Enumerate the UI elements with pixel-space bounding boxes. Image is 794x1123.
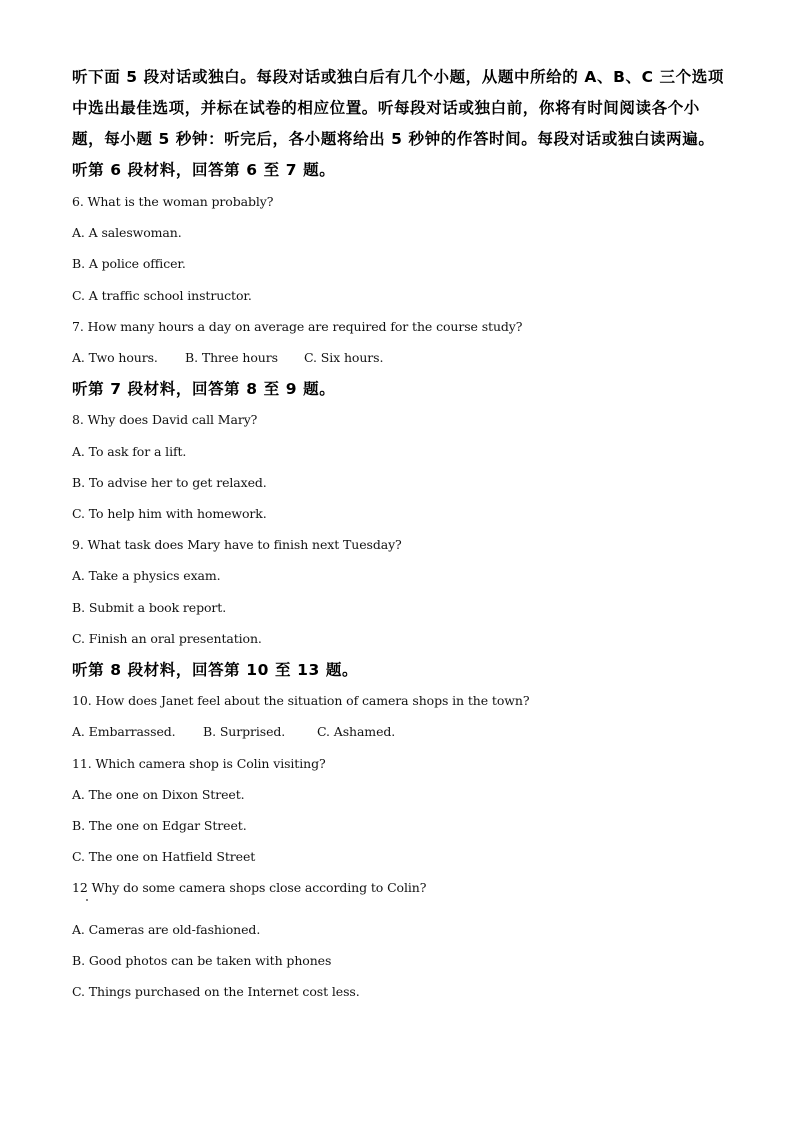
question-stem-8: 8. Why does David call Mary? [72, 412, 258, 427]
question-stem-9: 9. What task does Mary have to finish next Tuesday? [72, 537, 402, 552]
stray-dot [86, 899, 88, 901]
instructions-line-3: 题，每小题 5 秒钟：听完后，各小题将给出 5 秒钟的作答时间。每段对话或独白读两遍。 [72, 130, 715, 148]
option-6-a: A. A saleswoman. [72, 225, 182, 240]
section-heading-6: 听第 6 段材料，回答第 6 至 7 题。 [72, 161, 336, 179]
option-7-b: B. Three hours [185, 350, 278, 365]
option-9-c: C. Finish an oral presentation. [72, 631, 262, 646]
question-stem-12: 12 Why do some camera shops close according to Colin? [72, 880, 427, 895]
option-11-b: B. The one on Edgar Street. [72, 818, 247, 833]
option-10-b: B. Surprised. [203, 724, 286, 739]
options-row-7 [72, 350, 383, 366]
option-6-c: C. A traffic school instructor. [72, 288, 252, 303]
option-7-c: C. Six hours. [304, 350, 384, 365]
option-10-a: A. Embarrassed. [72, 724, 176, 739]
option-6-b: B. A police officer. [72, 256, 186, 271]
section-heading-8: 听第 8 段材料，回答第 10 至 13 题。 [72, 661, 359, 679]
option-8-a: A. To ask for a lift. [72, 444, 187, 459]
option-9-b: B. Submit a book report. [72, 600, 227, 615]
option-7-a: A. Two hours. [72, 350, 158, 365]
section-heading-7: 听第 7 段材料，回答第 8 至 9 题。 [72, 380, 336, 398]
option-11-c: C. The one on Hatfield Street [72, 849, 256, 864]
option-12-a: A. Cameras are old-fashioned. [72, 922, 261, 937]
question-stem-7: 7. How many hours a day on average are required for the course study? [72, 319, 523, 334]
option-12-b: B. Good photos can be taken with phones [72, 953, 332, 968]
question-stem-6: 6. What is the woman probably? [72, 194, 274, 209]
option-8-b: B. To advise her to get relaxed. [72, 475, 267, 490]
option-9-a: A. Take a physics exam. [72, 568, 221, 583]
options-row-10 [72, 724, 395, 740]
option-12-c: C. Things purchased on the Internet cost less. [72, 984, 360, 999]
question-stem-10: 10. How does Janet feel about the situation of camera shops in the town? [72, 693, 530, 708]
instructions-line-2: 中选出最佳选项，并标在试卷的相应位置。听每段对话或独白前，你将有时间阅读各个小 [72, 99, 700, 117]
option-8-c: C. To help him with homework. [72, 506, 267, 521]
question-stem-11: 11. Which camera shop is Colin visiting? [72, 756, 326, 771]
option-11-a: A. The one on Dixon Street. [72, 787, 245, 802]
instructions-line-1: 听下面 5 段对话或独白。每段对话或独白后有几个小题，从题中所给的 A、B、C 三个选项 [72, 68, 724, 86]
option-10-c: C. Ashamed. [317, 724, 396, 739]
